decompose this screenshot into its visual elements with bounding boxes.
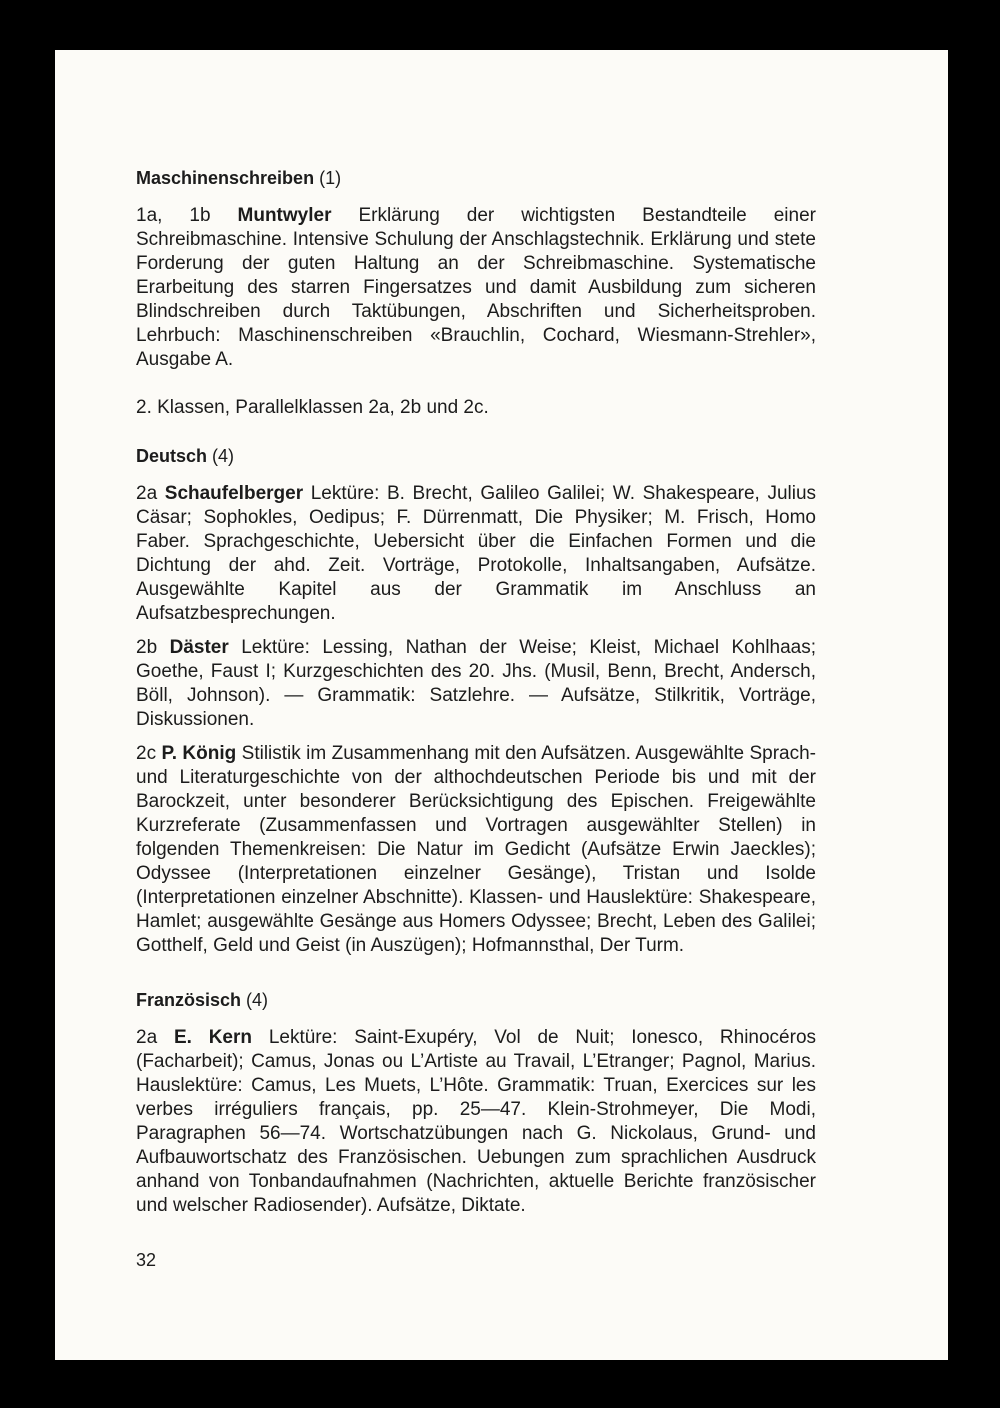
page-content — [136, 166, 816, 1272]
page-number: 32 — [136, 1250, 157, 1270]
paragraph-franzoesisch-2a: 2a E. Kern Lektüre: Saint-Exupéry, Vol de Nuit; Ionesco, Rhinocéros (Facharbeit); Camus, Jonas ou L’Artiste au Travail, L’Etranger; Pagnol, Marius. Hauslektüre: Camus, Les Muets, L’Hôte. Grammatik: Truan, Exercices sur les verbes irréguliers français, pp. 25—47. Klein-Strohmeyer, Die Modi, Paragraphen 56—74. Wortschatzübungen nach G. Nickolaus, Grund- und Aufbauwortschatz des Französischen. Uebungen zum sprachlichen Ausdruck anhand von Tonbandaufnahmen (Nachrichten, aktuelle Berichte französischer und welscher Radiosender). Aufsätze, Diktate. — [136, 1027, 817, 1216]
section-heading-maschinenschreiben: Maschinenschreiben (1) — [136, 168, 342, 188]
teacher-name: Schaufelberger — [164, 483, 304, 504]
document-page — [55, 50, 948, 1360]
paragraph-maschinenschreiben-1ab: 1a, 1b Muntwyler Erklärung der wichtigsten Bestandteile einer Schreibmaschine. Intensive Schulung der Anschlagstechnik. Erklärung und stete Forderung der guten Haltung an der Schreibmaschine. Systematische Erarbeitung des starren Fingersatzes und damit Ausbildung zum sicheren Blindschreiben durch Taktübungen, Abschriften und Sicherheitsproben. Lehrbuch: Maschinenschreiben «Brauchlin, Cochard, Wiesmann-Strehler», Ausgabe A. — [136, 205, 816, 370]
classes-line: 2. Klassen, Parallelklassen 2a, 2b und 2c. — [136, 397, 489, 418]
teacher-name: Däster — [169, 637, 229, 658]
section-heading-deutsch: Deutsch (4) — [136, 446, 235, 466]
teacher-name: P. König — [161, 743, 237, 764]
section-heading-franzoesisch: Französisch (4) — [136, 990, 269, 1010]
teacher-name: E. Kern — [173, 1027, 252, 1048]
paragraph-deutsch-2b: 2b Däster Lektüre: Lessing, Nathan der Weise; Kleist, Michael Kohlhaas; Goethe, Faust I; Kurzgeschichten des 20. Jhs. (Musil, Benn, Brecht, Andersch, Böll, Johnson). — Grammatik: Satzlehre. — Aufsätze, Stilkritik, Vorträge, Diskussionen. — [136, 637, 817, 730]
paragraph-deutsch-2a: 2a Schaufelberger Lektüre: B. Brecht, Galileo Galilei; W. Shakespeare, Julius Cäsar; Sophokles, Oedipus; F. Dürrenmatt, Die Physiker; M. Frisch, Homo Faber. Sprachgeschichte, Uebersicht über die Einfachen Formen und die Dichtung der ahd. Zeit. Vorträge, Protokolle, Inhaltsangaben, Aufsätze. Ausgewählte Kapitel aus der Grammatik im Anschluss an Aufsatzbesprechungen. — [136, 483, 817, 624]
teacher-name: Muntwyler — [237, 205, 332, 226]
paragraph-deutsch-2c: 2c P. König Stilistik im Zusammenhang mit den Aufsätzen. Ausgewählte Sprach- und Literaturgeschichte von der althochdeutschen Periode bis und mit der Barockzeit, unter besonderer Berücksichtigung des Epischen. Freigewählte Kurzreferate (Zusammenfassen und Vortragen ausgewählter Stellen) in folgenden Themenkreisen: Die Natur im Gedicht (Aufsätze Erwin Jaeckles); Odyssee (Interpretationen einzelner Gesänge), Tristan und Isolde (Interpretationen einzelner Abschnitte). Klassen- und Hauslektüre: Shakespeare, Hamlet; ausgewählte Gesänge aus Homers Odyssee; Brecht, Leben des Galilei; Gotthelf, Geld und Geist (in Auszügen); Hofmannsthal, Der Turm. — [136, 743, 817, 956]
